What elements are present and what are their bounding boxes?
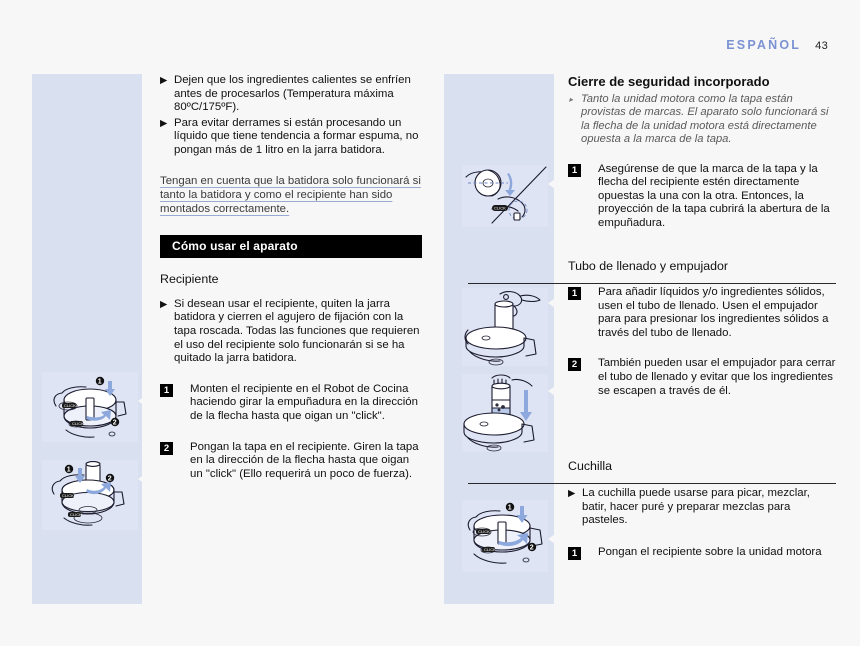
svg-text:CLICK: CLICK (64, 403, 76, 408)
safety-note (568, 93, 836, 147)
bowl-mount-drawing (42, 372, 138, 442)
recipient-bullet-list (160, 298, 422, 366)
pointer-triangle (548, 294, 561, 312)
subsection-heading: Recipiente (160, 271, 219, 286)
step-text: Monten el recipiente en el Robot de Cocina haciendo girar la empuñadura en la dirección de la flecha hasta que oigan un "click". (190, 382, 418, 422)
list-item (160, 298, 422, 366)
lid-mount-illustration (42, 460, 138, 530)
pointer-triangle (548, 382, 561, 400)
step-row (160, 441, 422, 482)
step-row (568, 163, 836, 231)
step-text: Pongan la tapa en el recipiente. Giren la tapa en la dirección de la flecha hasta que oigan un "click" (Ello requerirá un poco de fuerza). (190, 440, 419, 480)
right-text-column (568, 74, 836, 231)
blade-content (568, 487, 836, 560)
bullet-text: Para evitar derrames si están procesando un líquido que tiene tendencia a formar espuma, no pongan más de 1 litro en la jarra batidora. (174, 116, 419, 156)
pointer-triangle (138, 470, 151, 488)
bullet-text: La cuchilla puede usarse para picar, mezclar, batir, hacer puré y preparar mezclas para pasteles. (582, 487, 810, 527)
svg-text:2: 2 (529, 544, 534, 552)
bowl-mount-illustration (42, 372, 138, 442)
svg-text:2: 2 (107, 475, 112, 483)
svg-text:CLICK: CLICK (484, 547, 496, 552)
bullet-text: Si desean usar el recipiente, quiten la jarra batidora y cierren el agujero de fijación con la tapa roscada. Todas las funciones que requieren el uso del recipiente solo funcionarán si se ha quitado la jarra batidora. (174, 297, 420, 365)
bullet-triangle-icon: ▶ (160, 75, 168, 86)
bullet-triangle-icon: ▶ (160, 298, 168, 310)
svg-text:CLICK: CLICK (62, 493, 74, 498)
lid-marks-illustration (462, 165, 548, 227)
svg-text:2: 2 (112, 419, 117, 427)
blade-bullet-list (568, 487, 836, 528)
page-number: 43 (815, 40, 828, 52)
blade-title: Cuchilla (568, 459, 613, 473)
list-item (160, 117, 422, 158)
pointer-triangle (548, 175, 561, 193)
bullet-text: Dejen que los ingredientes calientes se enfríen antes de procesarlos (Temperatura máxima 80ºC/175ºF). (174, 74, 411, 114)
safety-note-text: Tanto la unidad motora como la tapa están provistas de marcas. El aparato solo funcionará si la flecha de la unidad motora está directamente opuesta a la marca de la tapa. (581, 93, 829, 146)
blade-bowl-drawing (462, 500, 548, 572)
step-number-badge: 1 (568, 547, 581, 560)
step-text: Asegúrense de que la marca de la tapa y la flecha del recipiente estén directamente opuestas la una con la otra. Entonces, la proyección de la tapa cubrirá la abertura de la empuñadura. (598, 162, 830, 229)
step-row (568, 286, 836, 340)
svg-text:CLICK: CLICK (70, 512, 82, 517)
list-item (568, 487, 836, 528)
bullet-triangle-icon: ▶ (568, 488, 576, 499)
step-number-badge: 1 (160, 384, 173, 397)
pointer-triangle (138, 392, 151, 410)
step-number-badge: 1 (568, 287, 581, 300)
page-header (726, 38, 828, 52)
section-banner: Cómo usar el aparato (160, 235, 422, 258)
step-text: Para añadir líquidos y/o ingredientes sólidos, usen el tubo de llenado. Usen el empujador para para presionar los ingredientes sólidos a través del tubo de llenado. (598, 286, 829, 339)
feeding-tube-liquid-drawing (462, 288, 548, 366)
assembly-note: Tengan en cuenta que la batidora solo funcionará si tanto la batidora y como el recipiente han sido montados correctamente. (160, 174, 421, 216)
svg-text:CLICK: CLICK (494, 205, 506, 211)
pusher-drawing (462, 374, 548, 452)
step-text: También pueden usar el empujador para cerrar el tubo de llenado y evitar que los ingredientes se escapen a través de él. (598, 357, 836, 397)
svg-text:1: 1 (97, 378, 102, 386)
lid-marks-drawing (462, 165, 548, 227)
language-label: ESPAÑOL (726, 38, 802, 52)
feeding-tube-divider (468, 283, 836, 284)
svg-text:1: 1 (507, 504, 512, 512)
svg-text:CLICK: CLICK (72, 421, 84, 426)
left-text-column (160, 74, 422, 481)
pusher-illustration (462, 374, 548, 452)
step-number-badge: 2 (160, 442, 173, 455)
step-number-badge: 2 (568, 358, 581, 371)
feeding-tube-title: Tubo de llenado y empujador (568, 259, 729, 273)
lid-mount-drawing (42, 460, 138, 530)
step-row (568, 546, 836, 560)
feeding-tube-steps (568, 286, 836, 398)
bullet-triangle-icon: ▶ (160, 117, 168, 129)
step-row (160, 383, 422, 424)
feeding-tube-liquid-illustration (462, 288, 548, 366)
blade-bowl-illustration (462, 500, 548, 572)
blade-section-title-wrap (568, 458, 836, 474)
safety-heading: Cierre de seguridad incorporado (568, 74, 770, 89)
step-text: Pongan el recipiente sobre la unidad motora (598, 545, 822, 558)
step-number-badge: 1 (568, 164, 581, 177)
svg-text:1: 1 (66, 466, 71, 474)
list-item (160, 74, 422, 115)
svg-text:CLICK: CLICK (478, 529, 490, 534)
left-top-bullet-list (160, 74, 422, 158)
blade-divider (468, 483, 836, 484)
bullet-triangle-open-icon: ▸ (569, 95, 574, 104)
feeding-tube-section-title-wrap (568, 258, 836, 274)
pointer-triangle (548, 530, 561, 548)
step-row (568, 357, 836, 398)
